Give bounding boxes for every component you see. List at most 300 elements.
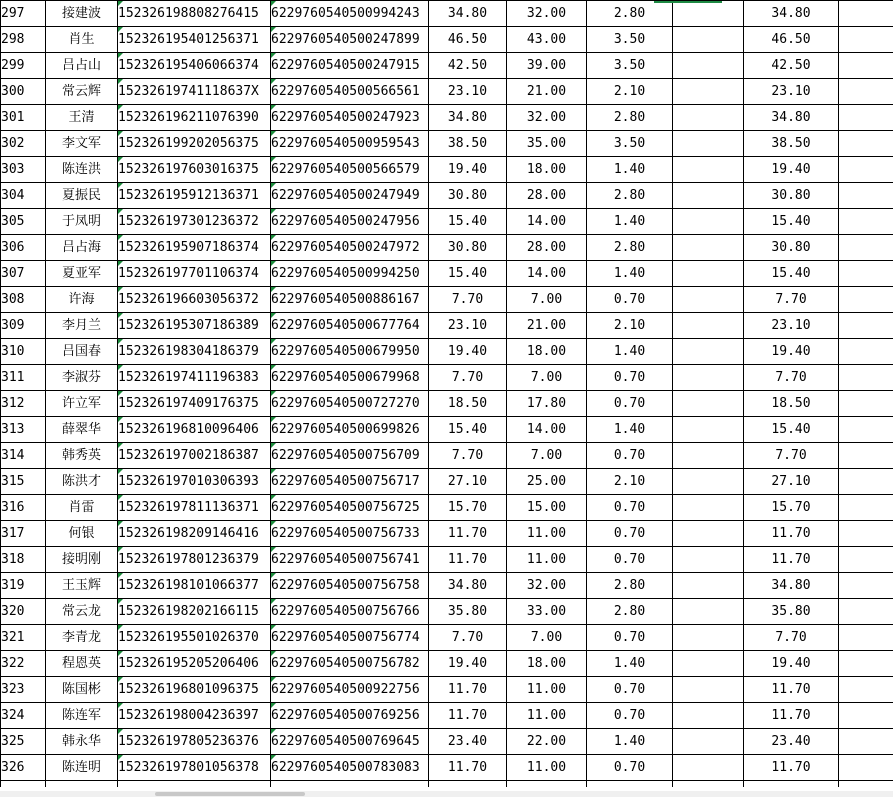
bank-account-cell[interactable]: 6229760540500922756 [271,677,429,703]
amount-total-cell[interactable]: 34.80 [429,573,507,599]
row-number-cell[interactable]: 312 [1,391,46,417]
blank-cell[interactable] [839,1,893,27]
id-number-cell[interactable]: 152326196603056372 [118,287,271,313]
bank-account-cell[interactable]: 6229760540500994250 [271,261,429,287]
name-cell[interactable]: 吕占海 [46,235,118,261]
id-number-cell[interactable]: 152326198202166115 [118,599,271,625]
blank-cell[interactable] [839,703,893,729]
name-cell[interactable]: 陈国彬 [46,677,118,703]
id-number-cell[interactable]: 152326197603016375 [118,157,271,183]
id-number-cell[interactable]: 152326196810096406 [118,417,271,443]
blank-cell[interactable] [839,651,893,677]
amount-paid-cell[interactable]: 34.80 [744,1,839,27]
amount-extra-cell[interactable]: 0.70 [587,443,673,469]
amount-extra-cell[interactable]: 3.50 [587,27,673,53]
amount-total-cell[interactable]: 23.10 [429,313,507,339]
amount-total-cell[interactable]: 19.40 [429,651,507,677]
amount-base-cell[interactable]: 14.00 [507,261,587,287]
id-number-cell[interactable]: 152326195907186374 [118,235,271,261]
amount-paid-cell[interactable]: 15.40 [744,261,839,287]
name-cell[interactable]: 薛翠华 [46,417,118,443]
amount-base-cell[interactable]: 32.00 [507,1,587,27]
amount-total-cell[interactable]: 34.80 [429,1,507,27]
amount-paid-cell[interactable]: 15.70 [744,495,839,521]
blank-cell[interactable] [839,469,893,495]
partial-cell[interactable] [839,781,893,788]
id-number-cell[interactable]: 152326199202056375 [118,131,271,157]
bank-account-cell[interactable]: 6229760540500994243 [271,1,429,27]
amount-total-cell[interactable]: 23.10 [429,79,507,105]
name-cell[interactable]: 常云龙 [46,599,118,625]
row-number-cell[interactable]: 326 [1,755,46,781]
amount-base-cell[interactable]: 25.00 [507,469,587,495]
id-number-cell[interactable]: 152326198209146416 [118,521,271,547]
id-number-cell[interactable]: 152326198808276415 [118,1,271,27]
amount-paid-cell[interactable]: 34.80 [744,573,839,599]
name-cell[interactable]: 接明刚 [46,547,118,573]
amount-total-cell[interactable]: 30.80 [429,235,507,261]
blank-cell[interactable] [839,183,893,209]
empty-cell[interactable] [673,261,744,287]
empty-cell[interactable] [673,1,744,27]
amount-total-cell[interactable]: 15.70 [429,495,507,521]
row-number-cell[interactable]: 319 [1,573,46,599]
amount-total-cell[interactable]: 30.80 [429,183,507,209]
amount-paid-cell[interactable]: 19.40 [744,651,839,677]
amount-paid-cell[interactable]: 11.70 [744,703,839,729]
id-number-cell[interactable]: 15232619741118637X [118,79,271,105]
bank-account-cell[interactable]: 6229760540500756782 [271,651,429,677]
name-cell[interactable]: 吕占山 [46,53,118,79]
blank-cell[interactable] [839,547,893,573]
amount-paid-cell[interactable]: 19.40 [744,339,839,365]
amount-base-cell[interactable]: 11.00 [507,677,587,703]
amount-paid-cell[interactable]: 7.70 [744,287,839,313]
name-cell[interactable]: 王清 [46,105,118,131]
id-number-cell[interactable]: 152326198304186379 [118,339,271,365]
name-cell[interactable]: 肖生 [46,27,118,53]
blank-cell[interactable] [839,391,893,417]
amount-total-cell[interactable]: 34.80 [429,105,507,131]
blank-cell[interactable] [839,521,893,547]
partial-cell[interactable] [429,781,507,788]
bank-account-cell[interactable]: 6229760540500247956 [271,209,429,235]
amount-paid-cell[interactable]: 30.80 [744,235,839,261]
amount-base-cell[interactable]: 18.00 [507,339,587,365]
amount-paid-cell[interactable]: 27.10 [744,469,839,495]
row-number-cell[interactable]: 315 [1,469,46,495]
bank-account-cell[interactable]: 6229760540500679968 [271,365,429,391]
amount-total-cell[interactable]: 7.70 [429,365,507,391]
row-number-cell[interactable]: 300 [1,79,46,105]
row-number-cell[interactable]: 303 [1,157,46,183]
amount-total-cell[interactable]: 11.70 [429,677,507,703]
amount-paid-cell[interactable]: 38.50 [744,131,839,157]
amount-extra-cell[interactable]: 1.40 [587,729,673,755]
id-number-cell[interactable]: 152326197701106374 [118,261,271,287]
empty-cell[interactable] [673,573,744,599]
partial-cell[interactable] [744,781,839,788]
horizontal-scrollbar[interactable] [0,791,893,797]
bank-account-cell[interactable]: 6229760540500769256 [271,703,429,729]
blank-cell[interactable] [839,287,893,313]
amount-total-cell[interactable]: 19.40 [429,339,507,365]
amount-paid-cell[interactable]: 23.10 [744,79,839,105]
bank-account-cell[interactable]: 6229760540500566561 [271,79,429,105]
row-number-cell[interactable]: 313 [1,417,46,443]
partial-cell[interactable] [46,781,118,788]
id-number-cell[interactable]: 152326195401256371 [118,27,271,53]
id-number-cell[interactable]: 152326196801096375 [118,677,271,703]
amount-base-cell[interactable]: 7.00 [507,287,587,313]
id-number-cell[interactable]: 152326196211076390 [118,105,271,131]
empty-cell[interactable] [673,677,744,703]
blank-cell[interactable] [839,105,893,131]
row-number-cell[interactable]: 325 [1,729,46,755]
amount-extra-cell[interactable]: 2.80 [587,573,673,599]
bank-account-cell[interactable]: 6229760540500959543 [271,131,429,157]
partial-cell[interactable] [673,781,744,788]
empty-cell[interactable] [673,183,744,209]
blank-cell[interactable] [839,573,893,599]
empty-cell[interactable] [673,235,744,261]
amount-extra-cell[interactable]: 2.10 [587,79,673,105]
id-number-cell[interactable]: 152326197811136371 [118,495,271,521]
id-number-cell[interactable]: 152326197002186387 [118,443,271,469]
empty-cell[interactable] [673,417,744,443]
amount-total-cell[interactable]: 15.40 [429,209,507,235]
empty-cell[interactable] [673,469,744,495]
amount-extra-cell[interactable]: 1.40 [587,339,673,365]
name-cell[interactable]: 李淑芬 [46,365,118,391]
row-number-cell[interactable]: 297 [1,1,46,27]
blank-cell[interactable] [839,677,893,703]
bank-account-cell[interactable]: 6229760540500247915 [271,53,429,79]
amount-extra-cell[interactable]: 2.80 [587,1,673,27]
empty-cell[interactable] [673,521,744,547]
bank-account-cell[interactable]: 6229760540500756709 [271,443,429,469]
amount-base-cell[interactable]: 11.00 [507,521,587,547]
bank-account-cell[interactable]: 6229760540500247923 [271,105,429,131]
amount-total-cell[interactable]: 35.80 [429,599,507,625]
amount-paid-cell[interactable]: 7.70 [744,625,839,651]
empty-cell[interactable] [673,365,744,391]
name-cell[interactable]: 夏振民 [46,183,118,209]
bank-account-cell[interactable]: 6229760540500566579 [271,157,429,183]
amount-paid-cell[interactable]: 19.40 [744,157,839,183]
amount-total-cell[interactable]: 18.50 [429,391,507,417]
name-cell[interactable]: 李月兰 [46,313,118,339]
id-number-cell[interactable]: 152326197010306393 [118,469,271,495]
amount-extra-cell[interactable]: 0.70 [587,287,673,313]
name-cell[interactable]: 陈洪才 [46,469,118,495]
amount-extra-cell[interactable]: 2.80 [587,183,673,209]
amount-total-cell[interactable]: 11.70 [429,755,507,781]
amount-paid-cell[interactable]: 42.50 [744,53,839,79]
row-number-cell[interactable]: 308 [1,287,46,313]
amount-paid-cell[interactable]: 11.70 [744,521,839,547]
blank-cell[interactable] [839,755,893,781]
name-cell[interactable]: 许海 [46,287,118,313]
amount-base-cell[interactable]: 18.00 [507,157,587,183]
row-number-cell[interactable]: 311 [1,365,46,391]
amount-extra-cell[interactable]: 3.50 [587,53,673,79]
bank-account-cell[interactable]: 6229760540500247949 [271,183,429,209]
name-cell[interactable]: 韩秀英 [46,443,118,469]
id-number-cell[interactable]: 152326198004236397 [118,703,271,729]
amount-paid-cell[interactable]: 11.70 [744,677,839,703]
empty-cell[interactable] [673,391,744,417]
id-number-cell[interactable]: 152326197801056378 [118,755,271,781]
name-cell[interactable]: 接建波 [46,1,118,27]
empty-cell[interactable] [673,53,744,79]
name-cell[interactable]: 陈连洪 [46,157,118,183]
row-number-cell[interactable]: 316 [1,495,46,521]
amount-paid-cell[interactable]: 18.50 [744,391,839,417]
bank-account-cell[interactable]: 6229760540500783083 [271,755,429,781]
amount-base-cell[interactable]: 28.00 [507,235,587,261]
empty-cell[interactable] [673,651,744,677]
id-number-cell[interactable]: 152326198101066377 [118,573,271,599]
bank-account-cell[interactable]: 6229760540500247972 [271,235,429,261]
amount-paid-cell[interactable]: 7.70 [744,365,839,391]
id-number-cell[interactable]: 152326197411196383 [118,365,271,391]
amount-extra-cell[interactable]: 2.10 [587,313,673,339]
partial-cell[interactable] [271,781,429,788]
row-number-cell[interactable]: 318 [1,547,46,573]
amount-extra-cell[interactable]: 2.80 [587,599,673,625]
name-cell[interactable]: 何银 [46,521,118,547]
empty-cell[interactable] [673,495,744,521]
amount-base-cell[interactable]: 32.00 [507,573,587,599]
amount-extra-cell[interactable]: 3.50 [587,131,673,157]
empty-cell[interactable] [673,105,744,131]
empty-cell[interactable] [673,599,744,625]
amount-base-cell[interactable]: 28.00 [507,183,587,209]
amount-extra-cell[interactable]: 1.40 [587,417,673,443]
amount-extra-cell[interactable]: 2.10 [587,469,673,495]
amount-extra-cell[interactable]: 0.70 [587,755,673,781]
blank-cell[interactable] [839,443,893,469]
partial-cell[interactable] [507,781,587,788]
bank-account-cell[interactable]: 6229760540500756733 [271,521,429,547]
amount-base-cell[interactable]: 15.00 [507,495,587,521]
id-number-cell[interactable]: 152326195205206406 [118,651,271,677]
amount-extra-cell[interactable]: 1.40 [587,651,673,677]
amount-total-cell[interactable]: 27.10 [429,469,507,495]
amount-extra-cell[interactable]: 0.70 [587,625,673,651]
amount-paid-cell[interactable]: 46.50 [744,27,839,53]
name-cell[interactable]: 吕国春 [46,339,118,365]
empty-cell[interactable] [673,755,744,781]
row-number-cell[interactable]: 322 [1,651,46,677]
partial-cell[interactable] [118,781,271,788]
amount-base-cell[interactable]: 32.00 [507,105,587,131]
row-number-cell[interactable]: 298 [1,27,46,53]
bank-account-cell[interactable]: 6229760540500886167 [271,287,429,313]
amount-base-cell[interactable]: 21.00 [507,79,587,105]
amount-extra-cell[interactable]: 0.70 [587,365,673,391]
partial-cell[interactable] [1,781,46,788]
empty-cell[interactable] [673,729,744,755]
amount-base-cell[interactable]: 18.00 [507,651,587,677]
amount-total-cell[interactable]: 19.40 [429,157,507,183]
amount-base-cell[interactable]: 17.80 [507,391,587,417]
amount-extra-cell[interactable]: 2.80 [587,235,673,261]
amount-paid-cell[interactable]: 30.80 [744,183,839,209]
blank-cell[interactable] [839,79,893,105]
amount-base-cell[interactable]: 11.00 [507,755,587,781]
empty-cell[interactable] [673,339,744,365]
amount-extra-cell[interactable]: 1.40 [587,261,673,287]
blank-cell[interactable] [839,729,893,755]
empty-cell[interactable] [673,157,744,183]
amount-total-cell[interactable]: 15.40 [429,261,507,287]
amount-paid-cell[interactable]: 7.70 [744,443,839,469]
row-number-cell[interactable]: 307 [1,261,46,287]
row-number-cell[interactable]: 314 [1,443,46,469]
amount-base-cell[interactable]: 14.00 [507,417,587,443]
bank-account-cell[interactable]: 6229760540500769645 [271,729,429,755]
bank-account-cell[interactable]: 6229760540500679950 [271,339,429,365]
amount-base-cell[interactable]: 39.00 [507,53,587,79]
amount-total-cell[interactable]: 15.40 [429,417,507,443]
amount-total-cell[interactable]: 11.70 [429,703,507,729]
id-number-cell[interactable]: 152326197409176375 [118,391,271,417]
blank-cell[interactable] [839,209,893,235]
amount-extra-cell[interactable]: 0.70 [587,703,673,729]
blank-cell[interactable] [839,313,893,339]
bank-account-cell[interactable]: 6229760540500756725 [271,495,429,521]
blank-cell[interactable] [839,599,893,625]
amount-extra-cell[interactable]: 1.40 [587,157,673,183]
name-cell[interactable]: 陈连明 [46,755,118,781]
name-cell[interactable]: 陈连军 [46,703,118,729]
empty-cell[interactable] [673,131,744,157]
row-number-cell[interactable]: 299 [1,53,46,79]
amount-paid-cell[interactable]: 23.10 [744,313,839,339]
empty-cell[interactable] [673,625,744,651]
empty-cell[interactable] [673,547,744,573]
row-number-cell[interactable]: 305 [1,209,46,235]
amount-total-cell[interactable]: 23.40 [429,729,507,755]
empty-cell[interactable] [673,287,744,313]
bank-account-cell[interactable]: 6229760540500756741 [271,547,429,573]
amount-base-cell[interactable]: 7.00 [507,625,587,651]
blank-cell[interactable] [839,495,893,521]
amount-paid-cell[interactable]: 11.70 [744,755,839,781]
amount-base-cell[interactable]: 35.00 [507,131,587,157]
blank-cell[interactable] [839,53,893,79]
amount-total-cell[interactable]: 7.70 [429,443,507,469]
bank-account-cell[interactable]: 6229760540500756717 [271,469,429,495]
amount-paid-cell[interactable]: 11.70 [744,547,839,573]
amount-total-cell[interactable]: 46.50 [429,27,507,53]
name-cell[interactable]: 许立军 [46,391,118,417]
name-cell[interactable]: 常云辉 [46,79,118,105]
name-cell[interactable]: 王玉辉 [46,573,118,599]
amount-extra-cell[interactable]: 0.70 [587,521,673,547]
empty-cell[interactable] [673,703,744,729]
amount-base-cell[interactable]: 14.00 [507,209,587,235]
amount-total-cell[interactable]: 7.70 [429,287,507,313]
row-number-cell[interactable]: 304 [1,183,46,209]
empty-cell[interactable] [673,313,744,339]
blank-cell[interactable] [839,339,893,365]
amount-base-cell[interactable]: 7.00 [507,443,587,469]
blank-cell[interactable] [839,625,893,651]
row-number-cell[interactable]: 301 [1,105,46,131]
amount-extra-cell[interactable]: 0.70 [587,391,673,417]
bank-account-cell[interactable]: 6229760540500756758 [271,573,429,599]
row-number-cell[interactable]: 309 [1,313,46,339]
amount-total-cell[interactable]: 7.70 [429,625,507,651]
row-number-cell[interactable]: 323 [1,677,46,703]
amount-extra-cell[interactable]: 0.70 [587,547,673,573]
id-number-cell[interactable]: 152326195406066374 [118,53,271,79]
bank-account-cell[interactable]: 6229760540500756766 [271,599,429,625]
bank-account-cell[interactable]: 6229760540500699826 [271,417,429,443]
blank-cell[interactable] [839,417,893,443]
amount-base-cell[interactable]: 21.00 [507,313,587,339]
blank-cell[interactable] [839,235,893,261]
amount-total-cell[interactable]: 11.70 [429,521,507,547]
row-number-cell[interactable]: 317 [1,521,46,547]
name-cell[interactable]: 程恩英 [46,651,118,677]
name-cell[interactable]: 韩永华 [46,729,118,755]
amount-extra-cell[interactable]: 0.70 [587,677,673,703]
row-number-cell[interactable]: 306 [1,235,46,261]
empty-cell[interactable] [673,79,744,105]
empty-cell[interactable] [673,443,744,469]
id-number-cell[interactable]: 152326197801236379 [118,547,271,573]
empty-cell[interactable] [673,209,744,235]
row-number-cell[interactable]: 324 [1,703,46,729]
blank-cell[interactable] [839,27,893,53]
row-number-cell[interactable]: 302 [1,131,46,157]
row-number-cell[interactable]: 321 [1,625,46,651]
amount-base-cell[interactable]: 22.00 [507,729,587,755]
empty-cell[interactable] [673,27,744,53]
amount-paid-cell[interactable]: 35.80 [744,599,839,625]
name-cell[interactable]: 李青龙 [46,625,118,651]
partial-cell[interactable] [587,781,673,788]
bank-account-cell[interactable]: 6229760540500677764 [271,313,429,339]
bank-account-cell[interactable]: 6229760540500247899 [271,27,429,53]
amount-base-cell[interactable]: 7.00 [507,365,587,391]
bank-account-cell[interactable]: 6229760540500756774 [271,625,429,651]
amount-paid-cell[interactable]: 34.80 [744,105,839,131]
id-number-cell[interactable]: 152326195307186389 [118,313,271,339]
id-number-cell[interactable]: 152326195912136371 [118,183,271,209]
amount-total-cell[interactable]: 38.50 [429,131,507,157]
name-cell[interactable]: 于凤明 [46,209,118,235]
amount-extra-cell[interactable]: 0.70 [587,495,673,521]
scrollbar-thumb[interactable] [155,792,305,796]
blank-cell[interactable] [839,131,893,157]
name-cell[interactable]: 肖雷 [46,495,118,521]
id-number-cell[interactable]: 152326197301236372 [118,209,271,235]
amount-paid-cell[interactable]: 15.40 [744,209,839,235]
bank-account-cell[interactable]: 6229760540500727270 [271,391,429,417]
amount-base-cell[interactable]: 11.00 [507,547,587,573]
amount-total-cell[interactable]: 42.50 [429,53,507,79]
amount-total-cell[interactable]: 11.70 [429,547,507,573]
blank-cell[interactable] [839,261,893,287]
amount-base-cell[interactable]: 33.00 [507,599,587,625]
id-number-cell[interactable]: 152326197805236376 [118,729,271,755]
amount-extra-cell[interactable]: 1.40 [587,209,673,235]
